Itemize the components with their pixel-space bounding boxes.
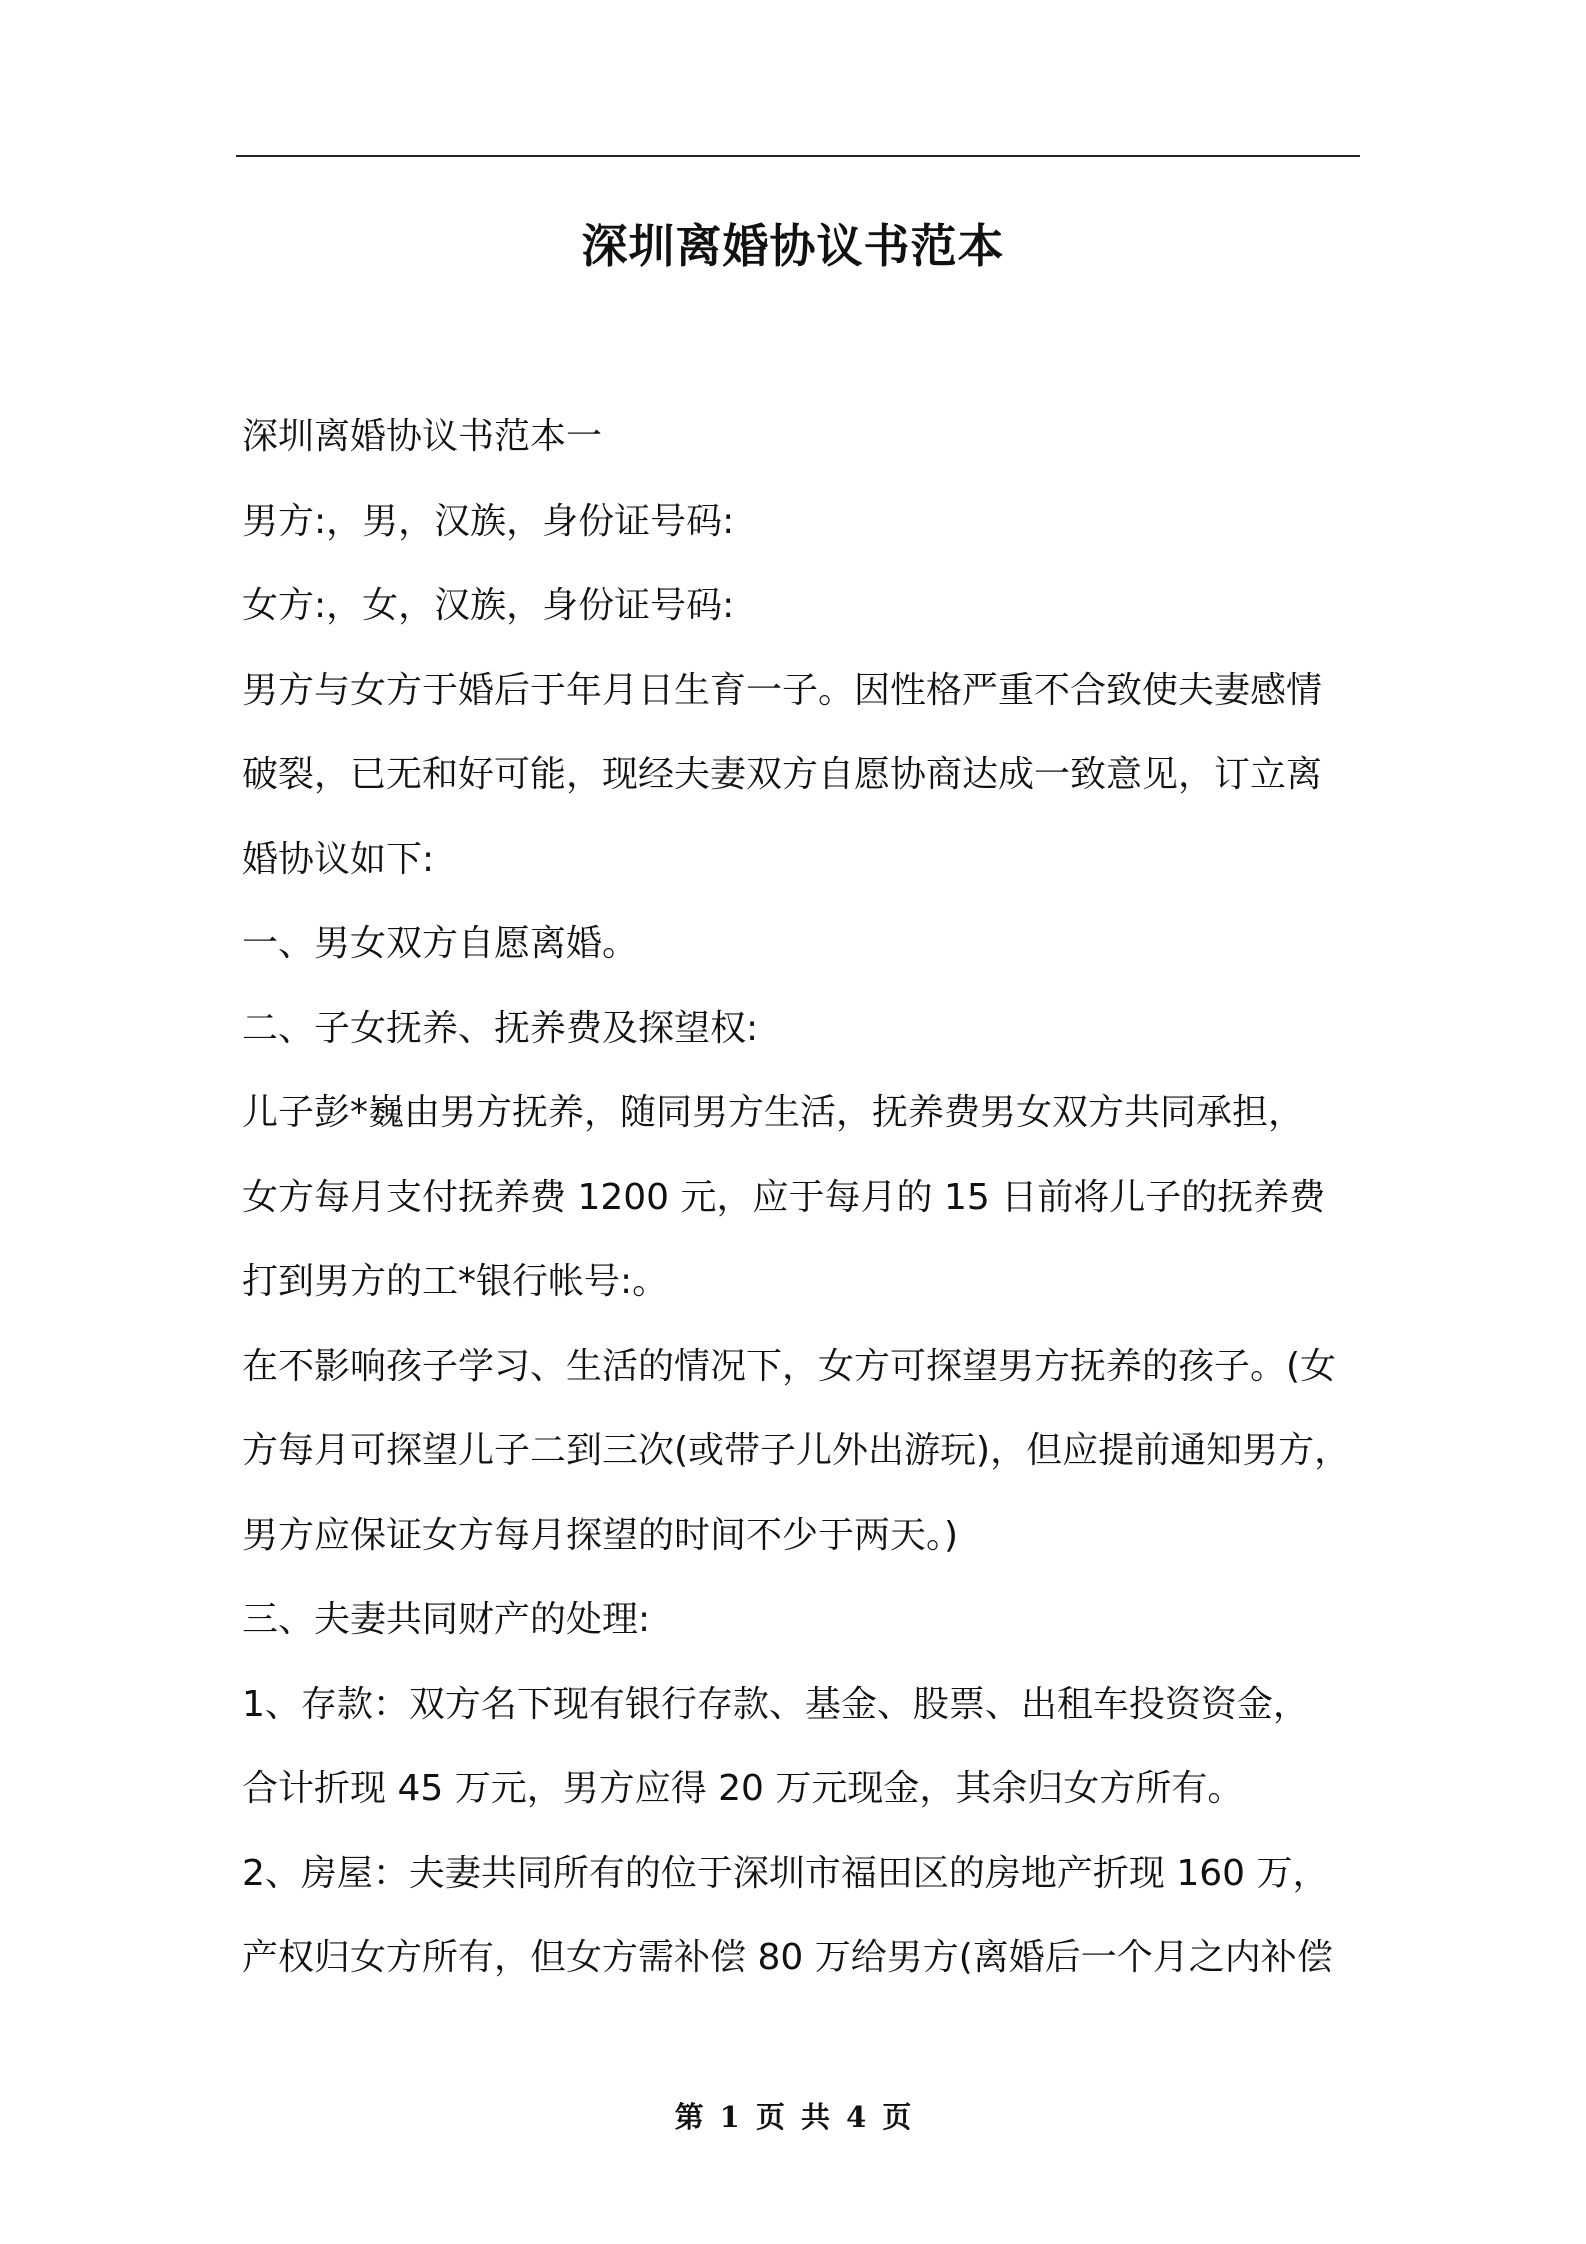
body-line: 破裂，已无和好可能，现经夫妻双方自愿协商达成一致意见，订立离 — [242, 754, 1323, 795]
body-line: 打到男方的工*银行帐号:。 — [242, 1261, 669, 1302]
body-line: 方每月可探望儿子二到三次(或带子儿外出游玩)，但应提前通知男方， — [242, 1430, 1351, 1471]
body-line: 三、夫妻共同财产的处理: — [242, 1599, 651, 1640]
body-line: 1、存款：双方名下现有银行存款、基金、股票、出租车投资资金， — [242, 1683, 1309, 1725]
body-line: 男方与女方于婚后于年月日生育一子。因性格严重不合致使夫妻感情 — [242, 669, 1323, 711]
body-line: 深圳离婚协议书范本一 — [242, 416, 603, 457]
body-line: 儿子彭*巍由男方抚养，随同男方生活，抚养费男女双方共同承担， — [242, 1092, 1305, 1133]
body-line: 女方每月支付抚养费 1200 元，应于每月的 15 日前将儿子的抚养费 — [242, 1176, 1326, 1218]
body-line: 2、房屋：夫妻共同所有的位于深圳市福田区的房地产折现 160 万， — [242, 1852, 1329, 1894]
body-line: 合计折现 45 万元，男方应得 20 万元现金，其余归女方所有。 — [242, 1768, 1244, 1809]
body-line: 婚协议如下: — [242, 838, 435, 880]
body-line: 一、男女双方自愿离婚。 — [242, 923, 639, 964]
document-body — [242, 395, 1372, 2001]
page-number-footer: 第 1 页 共 4 页 — [674, 2100, 912, 2134]
body-line: 在不影响孩子学习、生活的情况下，女方可探望男方抚养的孩子。(女 — [242, 1345, 1337, 1387]
body-line: 男方应保证女方每月探望的时间不少于两天。) — [242, 1514, 959, 1556]
body-line: 二、子女抚养、抚养费及探望权: — [242, 1007, 759, 1049]
header-rule — [236, 155, 1360, 157]
body-line: 产权归女方所有，但女方需补偿 80 万给男方(离婚后一个月之内补偿 — [242, 1937, 1333, 1978]
document-title: 深圳离婚协议书范本 — [581, 219, 1005, 273]
body-line: 女方:，女，汉族，身份证号码: — [242, 585, 735, 626]
body-line: 男方:，男，汉族，身份证号码: — [242, 500, 735, 542]
